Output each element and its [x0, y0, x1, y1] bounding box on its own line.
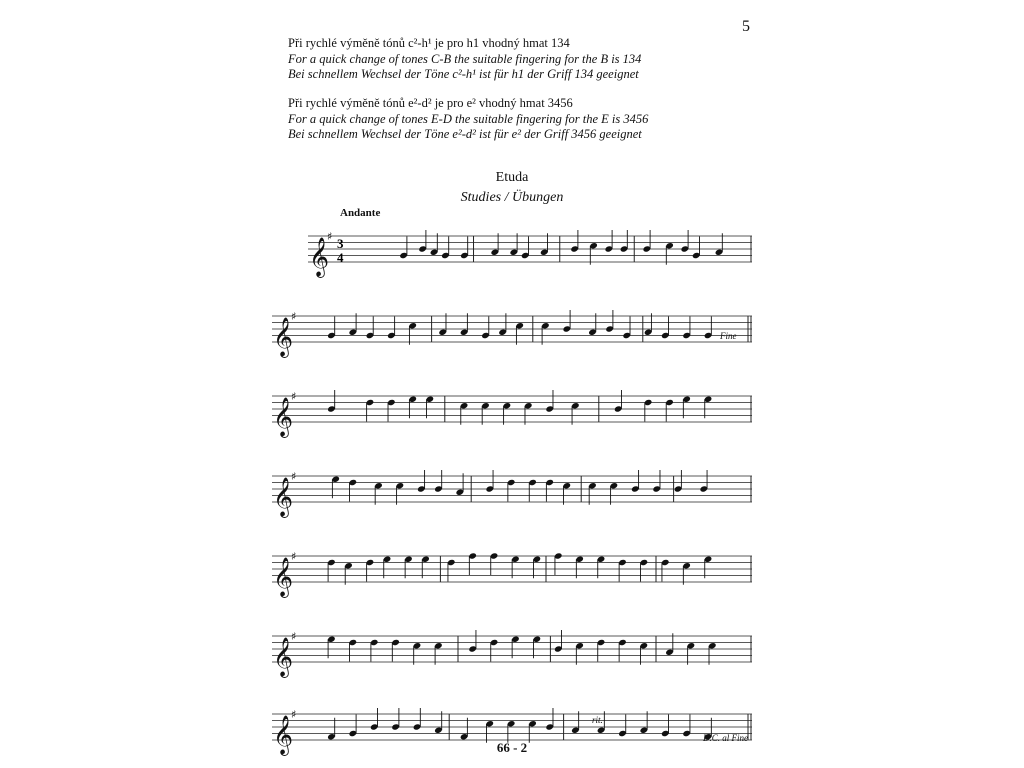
- note: [597, 556, 606, 579]
- note: [349, 479, 358, 502]
- note: [640, 559, 649, 582]
- note: [674, 470, 683, 493]
- staff-system-4: [272, 462, 752, 522]
- note-english: For a quick change of tones C-B the suitable fingering for the B is 134: [288, 51, 642, 66]
- note: [349, 639, 358, 662]
- note: [391, 639, 400, 662]
- treble-clef-icon: 𝄞: [273, 715, 294, 755]
- note: [682, 715, 691, 738]
- piece-subtitle: Studies / Übungen: [460, 190, 564, 205]
- note: [417, 470, 426, 493]
- key-signature-sharp: ♯: [291, 390, 297, 403]
- staff-system-6: [272, 622, 752, 682]
- treble-clef-icon: 𝄞: [273, 557, 294, 597]
- note: [374, 482, 383, 505]
- note: [349, 313, 358, 336]
- treble-clef-icon: 𝄞: [273, 397, 294, 437]
- note: [563, 310, 572, 333]
- note: [640, 642, 649, 665]
- staff-system-2: [272, 302, 752, 362]
- note: [533, 636, 542, 659]
- da-capo-marking: D.C. al Fine: [703, 733, 748, 743]
- note: [447, 559, 456, 582]
- note: [438, 313, 447, 336]
- note: [708, 642, 717, 665]
- note: [370, 708, 379, 731]
- note: [661, 715, 670, 738]
- note-german: Bei schnellem Wechsel der Töne e²-d² ist für e² der Griff 3456 geeignet: [288, 127, 642, 141]
- note: [366, 317, 375, 340]
- note: [344, 562, 353, 585]
- note: [652, 470, 661, 493]
- note: [481, 402, 490, 425]
- treble-clef-icon: 𝄞: [273, 477, 294, 517]
- note: [327, 636, 336, 659]
- note: [704, 396, 713, 419]
- note: [640, 711, 649, 734]
- note: [511, 556, 520, 579]
- note: [387, 399, 396, 422]
- note: [460, 313, 469, 336]
- note: [643, 230, 652, 253]
- key-signature-sharp: ♯: [291, 550, 297, 563]
- note: [699, 470, 708, 493]
- note: [571, 402, 580, 425]
- note: [665, 633, 674, 656]
- note: [588, 313, 597, 336]
- note: [441, 237, 450, 260]
- note: [715, 233, 724, 256]
- note: [408, 322, 417, 345]
- note: [605, 230, 614, 253]
- note: [366, 399, 375, 422]
- note: [507, 479, 516, 502]
- note: [687, 642, 696, 665]
- note: [545, 479, 554, 502]
- note: [692, 237, 701, 260]
- note: [618, 639, 627, 662]
- treble-clef-icon: 𝄞: [273, 317, 294, 357]
- ritardando-marking: rit.: [592, 715, 603, 725]
- note: [413, 708, 422, 731]
- fine-marking: Fine: [720, 331, 737, 341]
- note: [515, 322, 524, 345]
- note: [554, 552, 563, 575]
- note: [588, 482, 597, 505]
- note: [605, 310, 614, 333]
- staff-system-5: [272, 542, 752, 602]
- key-signature-sharp: ♯: [327, 230, 333, 243]
- time-signature-top: 3: [337, 236, 344, 251]
- page-footer: 66 - 2: [496, 740, 528, 755]
- note: [704, 317, 713, 340]
- note: [528, 479, 537, 502]
- note: [575, 642, 584, 665]
- note: [391, 708, 400, 731]
- note: [387, 317, 396, 340]
- note: [665, 399, 674, 422]
- note: [545, 390, 554, 413]
- fingering-note-1: [288, 36, 641, 83]
- note: [618, 559, 627, 582]
- note: [704, 556, 713, 579]
- note: [511, 636, 520, 659]
- page-number: 5: [742, 18, 750, 35]
- note-english: For a quick change of tones E-D the suitable fingering for the E is 3456: [288, 111, 649, 126]
- key-signature-sharp: ♯: [291, 310, 297, 323]
- note: [421, 556, 430, 579]
- note: [571, 711, 580, 734]
- note: [661, 559, 670, 582]
- note: [631, 470, 640, 493]
- note: [575, 556, 584, 579]
- note: [554, 630, 563, 653]
- staff-system-3: [272, 382, 752, 442]
- note: [349, 715, 358, 738]
- tempo-marking: Andante: [340, 207, 381, 219]
- note: [460, 237, 469, 260]
- note: [396, 482, 405, 505]
- note: [521, 237, 530, 260]
- note: [490, 639, 499, 662]
- note: [618, 715, 627, 738]
- note: [366, 559, 375, 582]
- note: [418, 230, 427, 253]
- note: [408, 396, 417, 419]
- note: [331, 476, 340, 499]
- note: [589, 242, 598, 265]
- treble-clef-icon: 𝄞: [309, 237, 330, 277]
- note: [399, 237, 408, 260]
- note: [327, 317, 336, 340]
- piece-title: Etuda: [495, 170, 529, 185]
- note: [665, 242, 674, 265]
- note: [327, 718, 336, 741]
- note: [491, 233, 500, 256]
- note: [404, 556, 413, 579]
- note: [510, 233, 519, 256]
- note: [540, 233, 549, 256]
- note: [533, 556, 542, 579]
- note: [498, 313, 507, 336]
- note: [682, 317, 691, 340]
- note: [434, 470, 443, 493]
- staff-system-1: [308, 222, 752, 282]
- key-signature-sharp: ♯: [291, 708, 297, 721]
- note: [434, 711, 443, 734]
- note: [456, 473, 465, 496]
- key-signature-sharp: ♯: [291, 630, 297, 643]
- note: [503, 402, 512, 425]
- note: [426, 396, 435, 419]
- note: [434, 642, 443, 665]
- key-signature-sharp: ♯: [291, 470, 297, 483]
- note: [644, 313, 653, 336]
- note: [460, 718, 469, 741]
- note: [485, 470, 494, 493]
- note: [370, 639, 379, 662]
- note: [481, 317, 490, 340]
- note: [620, 230, 629, 253]
- note: [597, 639, 606, 662]
- note: [610, 482, 619, 505]
- note: [614, 390, 623, 413]
- note: [682, 396, 691, 419]
- note: [383, 556, 392, 579]
- note: [460, 402, 469, 425]
- note: [413, 642, 422, 665]
- note-czech: Při rychlé výměně tónů e²-d² je pro e² vhodný hmat 3456: [288, 96, 573, 110]
- note: [430, 233, 439, 256]
- treble-clef-icon: 𝄞: [273, 637, 294, 677]
- fingering-note-2: [288, 96, 648, 143]
- note: [682, 562, 691, 585]
- note: [622, 317, 631, 340]
- note: [327, 559, 336, 582]
- note: [681, 230, 690, 253]
- note: [545, 708, 554, 731]
- note: [661, 317, 670, 340]
- note: [541, 322, 550, 345]
- time-signature-bottom: 4: [337, 250, 344, 265]
- note: [327, 390, 336, 413]
- note-german: Bei schnellem Wechsel der Töne c²-h¹ ist für h1 der Griff 134 geeignet: [288, 67, 639, 81]
- note: [570, 230, 579, 253]
- note: [468, 630, 477, 653]
- note-czech: Při rychlé výměně tónů c²-h¹ je pro h1 vhodný hmat 134: [288, 36, 570, 50]
- note: [644, 399, 653, 422]
- note: [524, 402, 533, 425]
- note: [490, 552, 499, 575]
- note: [563, 482, 572, 505]
- note: [468, 552, 477, 575]
